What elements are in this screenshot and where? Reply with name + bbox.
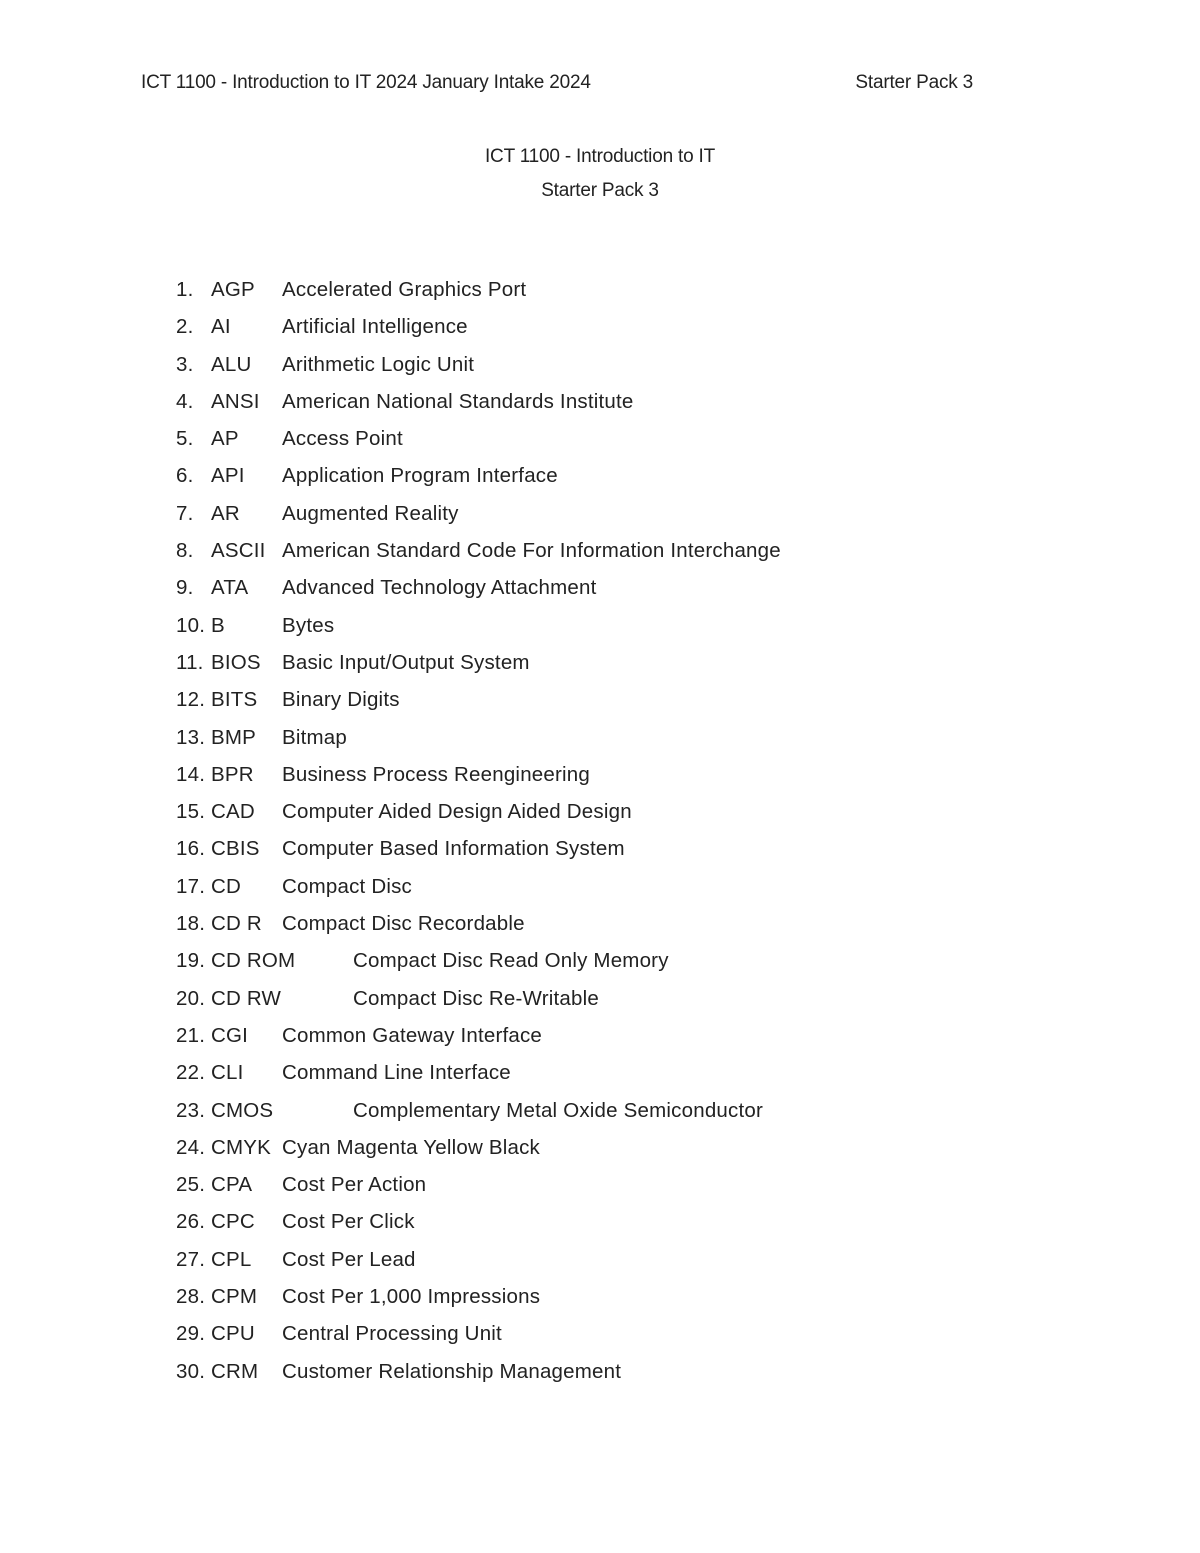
item-definition: Access Point (282, 427, 403, 451)
item-number: 12. (176, 688, 206, 712)
item-number: 24. (176, 1135, 206, 1159)
item-abbreviation: BIOS (211, 650, 261, 674)
list-item (176, 1315, 1076, 1352)
list-item (176, 1241, 1076, 1278)
list-item (176, 830, 1076, 867)
item-definition: Complementary Metal Oxide Semiconductor (353, 1098, 763, 1122)
item-number: 4. (176, 389, 194, 413)
item-number: 14. (176, 762, 206, 786)
item-definition: Computer Aided Design Aided Design (282, 800, 632, 824)
item-abbreviation: BITS (211, 688, 258, 712)
item-number: 7. (176, 501, 194, 525)
item-definition: Common Gateway Interface (282, 1023, 543, 1047)
list-item (176, 607, 1076, 644)
item-number: 16. (176, 837, 206, 861)
item-definition: Compact Disc Recordable (282, 912, 525, 936)
item-number: 6. (176, 464, 194, 488)
item-definition: Cost Per Action (282, 1173, 427, 1197)
item-definition: Accelerated Graphics Port (282, 278, 527, 301)
item-number: 3. (176, 352, 194, 376)
item-definition: Business Process Reengineering (282, 762, 590, 786)
item-abbreviation: ALU (211, 352, 252, 376)
item-abbreviation: CBIS (211, 837, 260, 861)
list-item (176, 1278, 1076, 1315)
item-number: 29. (176, 1322, 206, 1346)
item-definition: American National Standards Institute (282, 389, 634, 413)
list-item (176, 308, 1076, 345)
item-definition: Cost Per 1,000 Impressions (282, 1285, 541, 1309)
item-abbreviation: CAD (211, 800, 255, 824)
running-header (141, 70, 973, 96)
item-abbreviation: CMOS (211, 1098, 274, 1122)
list-item (176, 644, 1076, 681)
item-abbreviation: AR (211, 501, 240, 525)
item-definition: Advanced Technology Attachment (282, 576, 597, 600)
item-abbreviation: CPL (211, 1247, 252, 1271)
item-definition: Command Line Interface (282, 1061, 511, 1085)
item-number: 23. (176, 1098, 206, 1122)
item-number: 15. (176, 800, 206, 824)
item-abbreviation: CPU (211, 1322, 255, 1346)
item-number: 8. (176, 539, 194, 563)
item-definition: Compact Disc Re-Writable (353, 986, 599, 1010)
item-abbreviation: AGP (211, 278, 255, 301)
item-number: 26. (176, 1210, 206, 1234)
list-item (176, 1129, 1076, 1166)
list-item (176, 420, 1076, 457)
item-abbreviation: CPM (211, 1285, 258, 1309)
item-abbreviation: BPR (211, 762, 254, 786)
item-abbreviation: BMP (211, 725, 257, 749)
item-number: 19. (176, 949, 206, 973)
list-item (176, 980, 1076, 1017)
item-number: 18. (176, 912, 206, 936)
item-number: 25. (176, 1173, 206, 1197)
item-number: 21. (176, 1023, 206, 1047)
item-definition: Artificial Intelligence (282, 315, 468, 339)
item-abbreviation: CMYK (211, 1135, 272, 1159)
item-definition: Bitmap (282, 725, 348, 749)
list-item (176, 719, 1076, 756)
item-abbreviation: AI (211, 315, 231, 339)
list-item (176, 793, 1076, 830)
item-abbreviation: CPA (211, 1173, 253, 1197)
item-abbreviation: API (211, 464, 245, 488)
item-definition: Basic Input/Output System (282, 650, 530, 674)
item-number: 28. (176, 1285, 206, 1309)
item-definition: American Standard Code For Information Interchange (282, 539, 781, 563)
header-pack-label: Starter Pack 3 (855, 72, 973, 93)
item-number: 1. (176, 278, 194, 301)
item-definition: Central Processing Unit (282, 1322, 502, 1346)
list-item (176, 905, 1076, 942)
item-definition: Customer Relationship Management (282, 1359, 622, 1383)
item-abbreviation: CD ROM (211, 949, 296, 973)
item-abbreviation: CLI (211, 1061, 244, 1085)
item-number: 10. (176, 613, 206, 637)
title-course: ICT 1100 - Introduction to IT (484, 146, 716, 167)
item-definition: Augmented Reality (282, 501, 459, 525)
item-abbreviation: ANSI (211, 389, 260, 413)
item-number: 27. (176, 1247, 206, 1271)
list-item (176, 1353, 1076, 1390)
item-abbreviation: CGI (211, 1023, 249, 1047)
item-definition: Bytes (282, 613, 335, 637)
item-definition: Computer Based Information System (282, 837, 625, 861)
item-number: 17. (176, 874, 206, 898)
list-item (176, 868, 1076, 905)
list-item (176, 457, 1076, 494)
item-definition: Compact Disc (282, 874, 412, 898)
item-number: 5. (176, 427, 194, 451)
list-item (176, 271, 1076, 308)
item-number: 2. (176, 315, 194, 339)
item-definition: Cost Per Click (282, 1210, 415, 1234)
item-number: 13. (176, 725, 206, 749)
list-item (176, 569, 1076, 606)
document-title (0, 140, 1200, 208)
item-abbreviation: CD RW (211, 986, 282, 1010)
list-item (176, 1054, 1076, 1091)
list-item (176, 942, 1076, 979)
item-abbreviation: CPC (211, 1210, 255, 1234)
item-abbreviation: CRM (211, 1359, 259, 1383)
item-abbreviation: CD R (211, 912, 262, 936)
item-abbreviation: ASCII (211, 539, 266, 563)
item-number: 22. (176, 1061, 206, 1085)
title-pack: Starter Pack 3 (541, 180, 659, 201)
header-course-title: ICT 1100 - Introduction to IT 2024 January Intake 2024 (141, 72, 591, 93)
item-abbreviation: CD (211, 874, 242, 898)
abbreviation-list (176, 271, 1076, 1390)
item-abbreviation: B (211, 613, 225, 637)
item-abbreviation: ATA (211, 576, 249, 600)
item-abbreviation: AP (211, 427, 239, 451)
item-number: 11. (176, 650, 204, 674)
list-item (176, 681, 1076, 718)
item-number: 20. (176, 986, 206, 1010)
item-number: 9. (176, 576, 194, 600)
list-item (176, 532, 1076, 569)
item-definition: Cost Per Lead (282, 1247, 416, 1271)
list-item (176, 495, 1076, 532)
list-item (176, 346, 1076, 383)
list-item (176, 1017, 1076, 1054)
item-definition: Binary Digits (282, 688, 400, 712)
list-item (176, 1203, 1076, 1240)
list-item (176, 756, 1076, 793)
list-item (176, 1166, 1076, 1203)
item-definition: Arithmetic Logic Unit (282, 352, 475, 376)
item-definition: Cyan Magenta Yellow Black (282, 1135, 540, 1159)
item-definition: Application Program Interface (282, 464, 558, 488)
item-definition: Compact Disc Read Only Memory (353, 949, 669, 973)
item-number: 30. (176, 1359, 206, 1383)
list-item (176, 383, 1076, 420)
list-item (176, 1092, 1076, 1129)
